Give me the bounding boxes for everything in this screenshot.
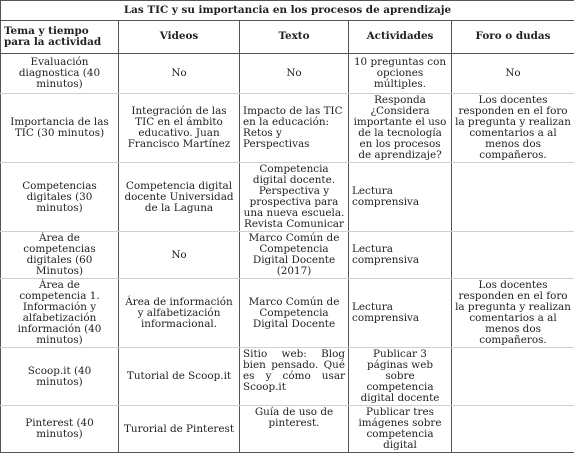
cell-videos: No	[119, 232, 240, 279]
cell-tema: Evaluación diagnostica (40 minutos)	[1, 54, 119, 94]
cell-tema: Competencias digitales (30 minutos)	[1, 163, 119, 232]
header-foro: Foro o dudas	[452, 21, 574, 54]
table-row	[1, 232, 574, 279]
cell-videos: Tutorial de Scoop.it	[119, 348, 240, 406]
cell-texto: No	[240, 54, 349, 94]
table-caption: Las TIC y su importancia en los procesos de aprendizaje	[1, 1, 574, 21]
cell-videos: Integración de las TIC en el ámbito educativo. Juan Francisco Martínez	[119, 94, 240, 163]
cell-foro: Los docentes responden en el foro la pregunta y realizan comentarios a al menos dos compañeros.	[452, 279, 574, 348]
cell-actividades: Responda ¿Considera importante el uso de la tecnología en los procesos de aprendizaje?	[349, 94, 452, 163]
cell-videos: No	[119, 54, 240, 94]
cell-foro	[452, 163, 574, 232]
cell-videos: Área de información y alfabetización informacional.	[119, 279, 240, 348]
table-row	[1, 348, 574, 406]
cell-texto: Marco Común de Competencia Digital Docente (2017)	[240, 232, 349, 279]
cell-actividades: Lectura comprensiva	[349, 163, 452, 232]
cell-actividades: Lectura comprensiva	[349, 279, 452, 348]
table-row	[1, 406, 574, 453]
cell-videos: Turorial de Pinterest	[119, 406, 240, 453]
cell-actividades: 10 preguntas con opciones múltiples.	[349, 54, 452, 94]
cell-actividades: Lectura comprensiva	[349, 232, 452, 279]
cell-actividades: Publicar tres imágenes sobre competencia digital	[349, 406, 452, 453]
cell-tema: Scoop.it (40 minutos)	[1, 348, 119, 406]
cell-tema: Área de competencia 1. Información y alfabetización información (40 minutos)	[1, 279, 119, 348]
cell-videos: Competencia digital docente Universidad de la Laguna	[119, 163, 240, 232]
cell-tema: Área de competencias digitales (60 Minutos)	[1, 232, 119, 279]
cell-texto: Guía de uso de pinterest.	[240, 406, 349, 453]
cell-foro: Los docentes responden en el foro la pregunta y realizan comentarios a al menos dos compañeros.	[452, 94, 574, 163]
header-tema: Tema y tiempo para la actividad	[1, 21, 119, 54]
cell-foro	[452, 406, 574, 453]
cell-texto: Marco Común de Competencia Digital Docente	[240, 279, 349, 348]
cell-foro	[452, 348, 574, 406]
header-actividades: Actividades	[349, 21, 452, 54]
cell-tema: Importancia de las TIC (30 minutos)	[1, 94, 119, 163]
table-row	[1, 279, 574, 348]
cell-texto: Competencia digital docente. Perspectiva y prospectiva para una nueva escuela. Revista Comunicar	[240, 163, 349, 232]
header-videos: Videos	[119, 21, 240, 54]
cell-foro: No	[452, 54, 574, 94]
cell-tema: Pinterest (40 minutos)	[1, 406, 119, 453]
cell-texto: Impacto de las TIC en la educación: Retos y Perspectivas	[240, 94, 349, 163]
table-row	[1, 163, 574, 232]
header-texto: Texto	[240, 21, 349, 54]
table-header-row	[1, 21, 574, 54]
table-caption-row	[1, 1, 574, 21]
cell-texto: Sitio web: Blog bien pensado. Qué es y cómo usar Scoop.it	[240, 348, 349, 406]
table-row	[1, 54, 574, 94]
table-row	[1, 94, 574, 163]
cell-actividades: Publicar 3 páginas web sobre competencia digital docente	[349, 348, 452, 406]
cell-foro	[452, 232, 574, 279]
